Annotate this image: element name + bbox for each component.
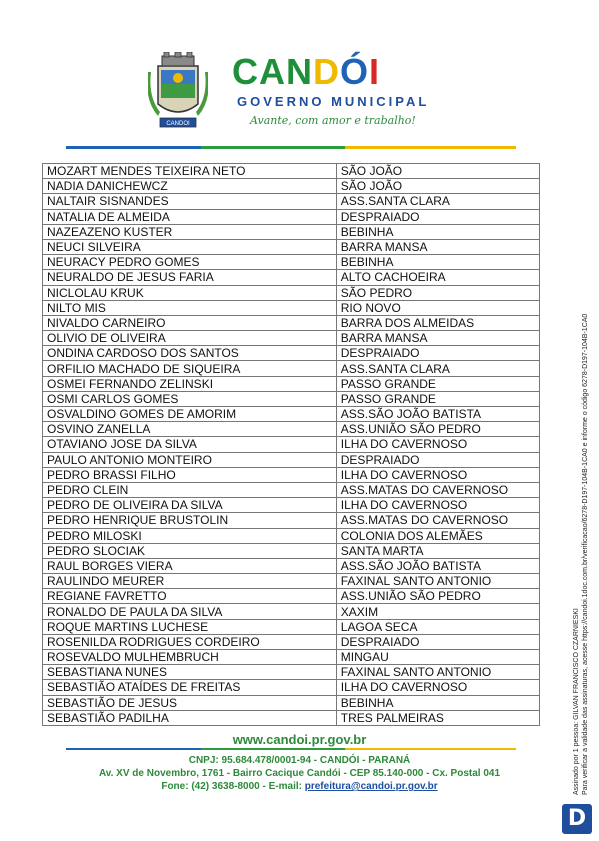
table-row: [43, 634, 540, 649]
table-row: [43, 695, 540, 710]
table-row: [43, 194, 540, 209]
cell-locality: RIO NOVO: [336, 300, 539, 315]
cell-locality: ASS.SANTA CLARA: [336, 361, 539, 376]
logo-slogan: Avante, com amor e trabalho!: [250, 114, 416, 127]
table-row: [43, 665, 540, 680]
table-row: [43, 179, 540, 194]
table-row: [43, 361, 540, 376]
cell-name: PEDRO SLOCIAK: [43, 543, 337, 558]
cell-locality: ASS.MATAS DO CAVERNOSO: [336, 482, 539, 497]
table-row: [43, 164, 540, 179]
table-row: [43, 224, 540, 239]
table-row: [43, 331, 540, 346]
cell-locality: ILHA DO CAVERNOSO: [336, 437, 539, 452]
cell-name: OLIVIO DE OLIVEIRA: [43, 331, 337, 346]
cell-locality: SÃO PEDRO: [336, 285, 539, 300]
table-row: [43, 255, 540, 270]
cell-name: NADIA DANICHEWCZ: [43, 179, 337, 194]
table-row: [43, 239, 540, 254]
cell-name: REGIANE FAVRETTO: [43, 589, 337, 604]
cell-locality: ILHA DO CAVERNOSO: [336, 498, 539, 513]
cell-name: OSMI CARLOS GOMES: [43, 391, 337, 406]
logo-part-3: Ó: [340, 51, 370, 92]
cell-name: NALTAIR SISNANDES: [43, 194, 337, 209]
table-row: [43, 270, 540, 285]
table-row: [43, 422, 540, 437]
cell-locality: ASS.SANTA CLARA: [336, 194, 539, 209]
table-row: [43, 315, 540, 330]
cell-name: MOZART MENDES TEIXEIRA NETO: [43, 164, 337, 179]
cell-locality: DESPRAIADO: [336, 209, 539, 224]
table-row: [43, 680, 540, 695]
table-row: [43, 452, 540, 467]
cell-name: RONALDO DE PAULA DA SILVA: [43, 604, 337, 619]
cell-name: OSVINO ZANELLA: [43, 422, 337, 437]
cell-locality: ILHA DO CAVERNOSO: [336, 467, 539, 482]
cell-locality: BEBINHA: [336, 695, 539, 710]
logo-subtitle: GOVERNO MUNICIPAL: [237, 94, 430, 109]
cell-locality: FAXINAL SANTO ANTONIO: [336, 665, 539, 680]
footer-divider: [66, 748, 516, 750]
table-row: [43, 498, 540, 513]
cell-name: ROQUE MARTINS LUCHESE: [43, 619, 337, 634]
table-row: [43, 528, 540, 543]
table-row: [43, 574, 540, 589]
cell-name: PEDRO MILOSKI: [43, 528, 337, 543]
cell-name: NIVALDO CARNEIRO: [43, 315, 337, 330]
logo-title: [232, 52, 380, 92]
cell-name: PEDRO CLEIN: [43, 482, 337, 497]
cell-locality: TRES PALMEIRAS: [336, 710, 539, 725]
cell-name: SEBASTIÃO DE JESUS: [43, 695, 337, 710]
cell-locality: ASS.UNIÃO SÃO PEDRO: [336, 589, 539, 604]
cell-locality: COLONIA DOS ALEMÃES: [336, 528, 539, 543]
signature-line-2: Para verificar a validade das assinaturas, acesse https://candoi.1doc.com.br/verificacao/6278-D197-104B-1CA0 e informe o código 6278-D197-104B-1CA0: [582, 313, 589, 795]
cell-locality: ALTO CACHOEIRA: [336, 270, 539, 285]
cell-locality: BEBINHA: [336, 255, 539, 270]
cell-name: OTAVIANO JOSE DA SILVA: [43, 437, 337, 452]
cell-locality: SÃO JOÃO: [336, 179, 539, 194]
table-row: [43, 407, 540, 422]
cell-name: NEURACY PEDRO GOMES: [43, 255, 337, 270]
footer-website[interactable]: www.candoi.pr.gov.br: [232, 732, 367, 747]
cell-name: RAULINDO MEURER: [43, 574, 337, 589]
table-row: [43, 710, 540, 725]
cell-locality: FAXINAL SANTO ANTONIO: [336, 574, 539, 589]
cell-name: NICLOLAU KRUK: [43, 285, 337, 300]
footer-address: Av. XV de Novembro, 1761 - Bairro Cacique Candói - CEP 85.140-000 - Cx. Postal 041: [98, 768, 501, 779]
cell-name: NILTO MIS: [43, 300, 337, 315]
cell-locality: DESPRAIADO: [336, 452, 539, 467]
cell-locality: MINGAU: [336, 650, 539, 665]
logo-part-2: D: [313, 51, 340, 92]
header-divider: [66, 146, 516, 149]
cell-locality: DESPRAIADO: [336, 634, 539, 649]
cell-locality: XAXIM: [336, 604, 539, 619]
cell-locality: BARRA MANSA: [336, 239, 539, 254]
table-row: [43, 391, 540, 406]
table-row: [43, 543, 540, 558]
cell-name: SEBASTIÃO PADILHA: [43, 710, 337, 725]
cell-locality: LAGOA SECA: [336, 619, 539, 634]
table-row: [43, 513, 540, 528]
table-row: [43, 346, 540, 361]
cell-locality: BEBINHA: [336, 224, 539, 239]
table-row: [43, 482, 540, 497]
cell-name: ONDINA CARDOSO DOS SANTOS: [43, 346, 337, 361]
cell-name: NEUCI SILVEIRA: [43, 239, 337, 254]
footer-contact: [0, 781, 599, 792]
doc-verification-icon[interactable]: D: [562, 804, 592, 834]
cell-locality: SANTA MARTA: [336, 543, 539, 558]
table-row: [43, 604, 540, 619]
footer-email-link[interactable]: prefeitura@candoi.pr.gov.br: [304, 781, 438, 792]
cell-name: ROSEVALDO MULHEMBRUCH: [43, 650, 337, 665]
cell-name: SEBASTIÃO ATAÍDES DE FREITAS: [43, 680, 337, 695]
municipal-crest-icon: [148, 52, 208, 132]
cell-name: PEDRO DE OLIVEIRA DA SILVA: [43, 498, 337, 513]
cell-name: RAUL BORGES VIERA: [43, 558, 337, 573]
table-row: [43, 209, 540, 224]
table-row: [43, 467, 540, 482]
cell-name: NATALIA DE ALMEIDA: [43, 209, 337, 224]
cell-locality: PASSO GRANDE: [336, 391, 539, 406]
cell-locality: ASS.UNIÃO SÃO PEDRO: [336, 422, 539, 437]
signature-line-1: Assinado por 1 pessoa: GILVAN FRANCISCO CZARNIESKI: [573, 608, 580, 795]
table-row: [43, 650, 540, 665]
table-row: [43, 285, 540, 300]
cell-locality: DESPRAIADO: [336, 346, 539, 361]
cell-name: PEDRO HENRIQUE BRUSTOLIN: [43, 513, 337, 528]
cell-name: PEDRO BRASSI FILHO: [43, 467, 337, 482]
table-row: [43, 300, 540, 315]
table-row: [43, 437, 540, 452]
cell-name: NEURALDO DE JESUS FARIA: [43, 270, 337, 285]
cell-locality: ASS.SÃO JOÃO BATISTA: [336, 407, 539, 422]
letterhead: [0, 0, 599, 150]
cell-locality: SÃO JOÃO: [336, 164, 539, 179]
logo-part-1: CAN: [232, 51, 313, 92]
cell-locality: BARRA DOS ALMEIDAS: [336, 315, 539, 330]
table-row: [43, 619, 540, 634]
footer-phone: Fone: (42) 3638-8000 - E-mail:: [161, 781, 305, 792]
cell-locality: BARRA MANSA: [336, 331, 539, 346]
crest-label: CANDOI: [166, 121, 190, 127]
footer-cnpj: CNPJ: 95.684.478/0001-94 - CANDÓI - PARANÁ: [188, 755, 411, 766]
cell-name: ORFILIO MACHADO DE SIQUEIRA: [43, 361, 337, 376]
cell-name: SEBASTIANA NUNES: [43, 665, 337, 680]
residents-table: [42, 163, 540, 726]
cell-name: PAULO ANTONIO MONTEIRO: [43, 452, 337, 467]
cell-name: OSVALDINO GOMES DE AMORIM: [43, 407, 337, 422]
table-row: [43, 376, 540, 391]
cell-locality: ASS.MATAS DO CAVERNOSO: [336, 513, 539, 528]
table-row: [43, 558, 540, 573]
cell-locality: ASS.SÃO JOÃO BATISTA: [336, 558, 539, 573]
cell-locality: PASSO GRANDE: [336, 376, 539, 391]
cell-name: ROSENILDA RODRIGUES CORDEIRO: [43, 634, 337, 649]
cell-locality: ILHA DO CAVERNOSO: [336, 680, 539, 695]
logo-part-4: I: [369, 51, 381, 92]
cell-name: NAZEAZENO KUSTER: [43, 224, 337, 239]
table-row: [43, 589, 540, 604]
cell-name: OSMEI FERNANDO ZELINSKI: [43, 376, 337, 391]
